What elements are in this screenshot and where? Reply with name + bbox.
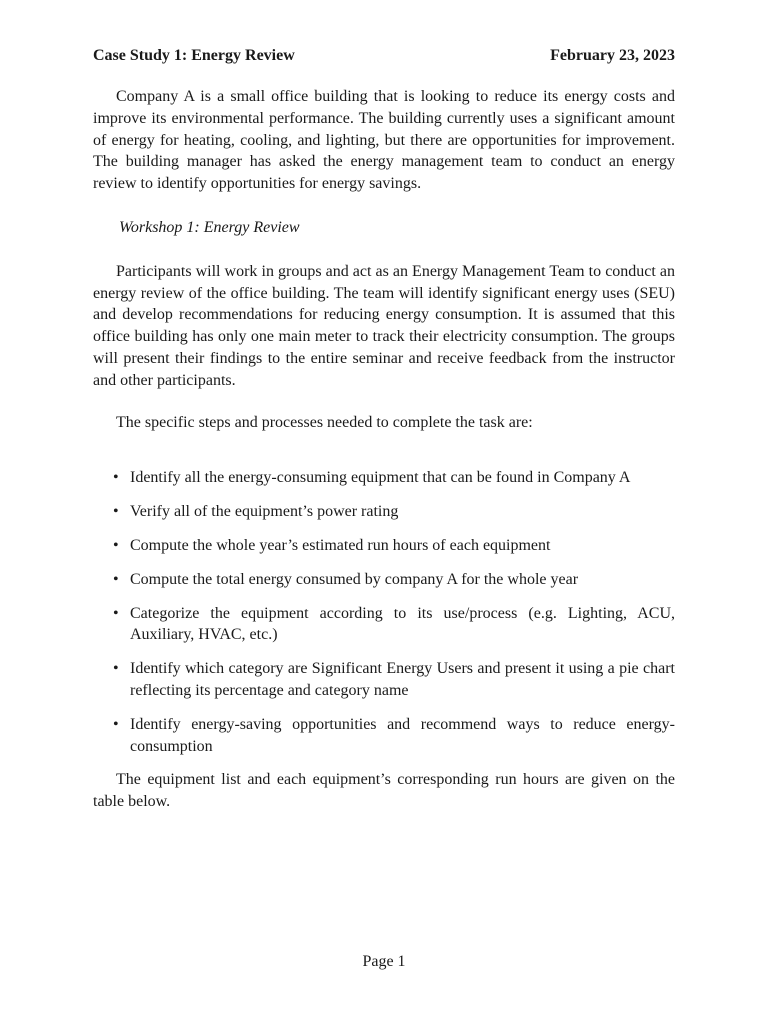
intro-paragraph: Company A is a small office building that is looking to reduce its energy costs and improve its environmental performance. The building currently uses a significant amount of energy for heating, cooling, and lighting, but there are opportunities for improvement. The building manager has asked the energy management team to conduct an energy review to identify opportunities for energy savings. bbox=[93, 88, 675, 193]
list-item bbox=[93, 603, 675, 647]
document-body bbox=[93, 86, 675, 813]
workshop-title: Workshop 1: Energy Review bbox=[119, 218, 300, 236]
bullet-icon: • bbox=[113, 715, 119, 733]
page-header bbox=[93, 46, 675, 66]
bullet-icon: • bbox=[113, 570, 119, 588]
steps-intro: The specific steps and processes needed to complete the task are: bbox=[116, 413, 533, 431]
bullet-icon: • bbox=[113, 503, 119, 521]
list-item bbox=[93, 501, 675, 523]
steps-list bbox=[93, 467, 675, 757]
list-item bbox=[93, 467, 675, 489]
list-item-text: Compute the whole year’s estimated run hours of each equipment bbox=[130, 536, 551, 554]
list-item-text: Identify energy-saving opportunities and recommend ways to reduce energy-consumption bbox=[130, 715, 675, 755]
list-item bbox=[93, 535, 675, 557]
bullet-icon: • bbox=[113, 604, 119, 622]
document-date: February 23, 2023 bbox=[550, 47, 675, 64]
list-item-text: Verify all of the equipment’s power rating bbox=[130, 503, 399, 521]
list-item-text: Categorize the equipment according to its use/process (e.g. Lighting, ACU, Auxiliary, HVAC, etc.) bbox=[130, 604, 675, 644]
workshop-paragraph: Participants will work in groups and act as an Energy Management Team to conduct an energy review of the office building. The team will identify significant energy uses (SEU) and develop recommendations for reducing energy consumption. It is assumed that this office building has only one main meter to track their electricity consumption. The groups will present their findings to the entire seminar and receive feedback from the instructor and other participants. bbox=[93, 262, 675, 389]
list-item bbox=[93, 714, 675, 758]
closing-paragraph: The equipment list and each equipment’s corresponding run hours are given on the table below. bbox=[93, 771, 675, 811]
bullet-icon: • bbox=[113, 469, 119, 487]
bullet-icon: • bbox=[113, 660, 119, 678]
page-footer bbox=[93, 952, 675, 972]
document-title: Case Study 1: Energy Review bbox=[93, 47, 295, 64]
page-number: Page 1 bbox=[362, 953, 406, 970]
bullet-icon: • bbox=[113, 536, 119, 554]
list-item-text: Compute the total energy consumed by company A for the whole year bbox=[130, 570, 579, 588]
list-item-text: Identify which category are Significant Energy Users and present it using a pie chart reflecting its percentage and category name bbox=[130, 660, 675, 699]
list-item-text: Identify all the energy-consuming equipment that can be found in Company A bbox=[130, 469, 631, 487]
list-item bbox=[93, 569, 675, 591]
document-page bbox=[93, 0, 675, 1024]
list-item bbox=[93, 658, 675, 702]
